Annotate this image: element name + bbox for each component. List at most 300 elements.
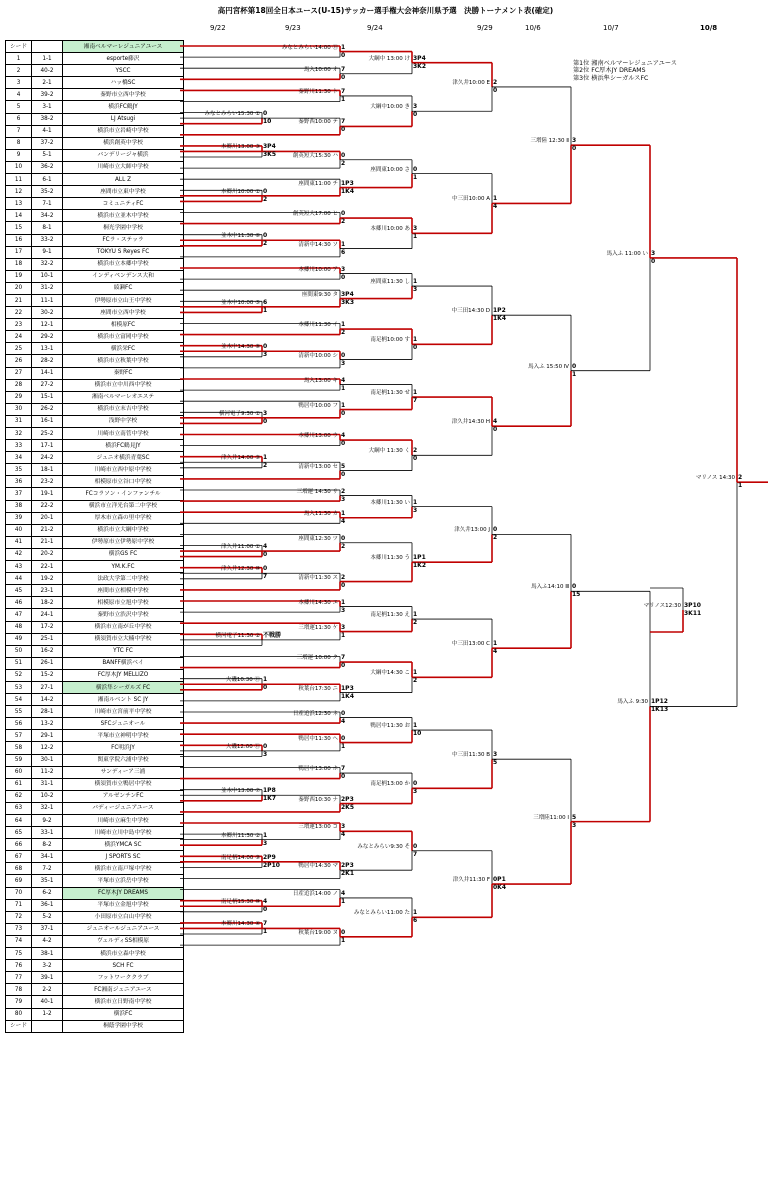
score-bottom: 6 [413,917,418,925]
match-venue: 大綱中10:00 き [370,104,410,111]
match-venue: 秋葉台19:00 ヌ [298,929,338,936]
team-code: 32-1 [32,802,63,814]
match-venue: 本郷川13:00 ウ [298,433,338,440]
score-bottom: 2P10 [263,861,280,869]
match-venue: 三増運 14:30 サ [296,488,338,495]
score-bottom: 1K4 [341,692,354,700]
team-name: サンディーア三浦 [63,766,184,778]
team-seed: 30 [6,403,32,415]
score-bottom: 1 [263,306,268,314]
team-code: 33-2 [32,234,63,246]
score-bottom: 0 [572,145,577,153]
score-bottom: 2K5 [341,803,354,811]
match-venue: 三増陸11:00 Ⅰ [533,814,569,821]
match-venue: 座間東11:00 チ [298,180,338,187]
score-bottom: 3K5 [263,151,276,159]
team-name: 川崎市立麻生中学校 [63,815,184,827]
team-seed: 50 [6,645,32,657]
team-code: 34-1 [32,851,63,863]
team-name: FC厚木JY MELLIZO [63,669,184,681]
score-top: 0 [341,151,346,159]
team-name: 座間市立相模中学校 [63,585,184,597]
match-venue: 並木中13:00 ⑦ [220,788,260,795]
match-venue: マリノス 14:30 [695,475,735,482]
score-top: 0 [263,187,268,195]
score-top: 4 [341,376,346,384]
team-code: 13-2 [32,718,63,730]
score-top: 3P4 [263,143,276,151]
team-code: 34-2 [32,210,63,222]
team-seed: 8 [6,137,32,149]
team-name: 法政大学第二中学校 [63,573,184,585]
score-top: 0 [263,232,268,240]
score-bottom: 15 [572,591,581,599]
team-name: 横浜市立森中学校 [63,948,184,960]
score-bottom: 1K13 [651,706,669,714]
team-code: 39-2 [32,89,63,101]
date-header-6: 10/8 [700,24,718,32]
team-code: 37-2 [32,137,63,149]
team-name: 湘南ベルマーレオエステ [63,391,184,403]
match-venue: 並木中10:00 ⑤ [220,299,260,306]
score-bottom: 4 [493,203,498,211]
match-venue: 座間東10:00 さ [370,166,410,173]
team-seed: 6 [6,113,32,125]
team-name: 秦野FC [63,367,184,379]
team-code: 20-2 [32,548,63,560]
team-name: 横浜市立洋光台第二中学校 [63,500,184,512]
score-bottom: 2 [263,462,268,470]
team-name: 横浜栄FC [63,343,184,355]
score-top: 0 [572,583,577,591]
match-venue: 馬入ふ 15:50 Ⅳ [528,363,569,370]
team-name: 相模原市立旭中学校 [63,597,184,609]
team-code: 21-2 [32,524,63,536]
score-bottom: 1 [341,897,346,905]
score-bottom: 1 [341,384,346,392]
team-name: ヴェルディSS相模原 [63,935,184,947]
match-venue: 馬入10:00 オ [303,66,338,73]
score-top: 1 [413,389,418,397]
team-code: 4-2 [32,935,63,947]
score-bottom: 4 [341,517,346,525]
score-top: 0 [341,534,346,542]
score-top: 1 [413,722,418,730]
score-bottom: 0 [493,426,498,434]
team-seed: 23 [6,319,32,331]
team-seed: 13 [6,198,32,210]
match-venue: 中三田11:30 B [452,752,490,759]
match-venue: 津久井10:00 E [452,79,490,86]
team-name: 湘南ベルマーレジュニアユース [63,41,184,53]
score-top: 2 [341,487,346,495]
team-seed: 53 [6,681,32,693]
score-top: 1 [263,454,268,462]
team-code: 31-1 [32,778,63,790]
match-venue: 南足柄15:30 ⑩ [220,899,260,906]
team-seed: 17 [6,246,32,258]
score-top: 0 [341,351,346,359]
score-top: 1P12 [651,698,668,706]
match-venue: 馬入11:30 カ [303,510,338,517]
team-seed: 19 [6,270,32,282]
score-top: 1P3 [341,684,354,692]
match-venue: 南足柄14:00 ⑨ [220,854,260,861]
team-seed: 28 [6,379,32,391]
score-top: 1 [493,195,498,203]
score-bottom: 1 [413,233,418,241]
score-bottom: 2K1 [341,870,354,878]
score-top: 1 [341,598,346,606]
team-seed: 9 [6,149,32,161]
team-code: 1-2 [32,1008,63,1020]
team-name: 平塚市立浜岳中学校 [63,875,184,887]
score-top: 7 [341,765,346,773]
match-venue: みなとみらい9:30 そ [357,843,410,850]
team-seed: 41 [6,536,32,548]
match-venue: 南足柄11:30 せ [370,390,410,397]
score-bottom: 0 [341,440,346,448]
team-name: 横須賀市立鴨居中学校 [63,778,184,790]
team-code: 7-2 [32,863,63,875]
team-code: 6-2 [32,887,63,899]
team-seed: 57 [6,730,32,742]
score-top: 3P4 [413,54,426,62]
match-venue: 本郷川11:30 う [370,555,410,562]
team-code: 2-1 [32,77,63,89]
team-name: 横浜市立大綱中学校 [63,524,184,536]
match-venue: 津久井11:00 ① [220,544,260,551]
match-venue: 秦野西10:00 テ [298,119,338,126]
rank-3: 第3位 横浜隼シーガルスFC [573,74,649,82]
team-code: 15-2 [32,669,63,681]
score-bottom: 3K3 [341,298,354,306]
team-name: バンデリージャ横浜 [63,149,184,161]
team-seed: 77 [6,972,32,984]
score-bottom: 1 [341,936,346,944]
team-code: 25-1 [32,633,63,645]
score-top: 7 [263,920,268,928]
team-seed: 4 [6,89,32,101]
team-name: 伊勢原市立山王中学校 [63,294,184,306]
team-seed: シード [6,1020,32,1032]
team-name: バディージュニアユース [63,802,184,814]
score-top: 7 [341,65,346,73]
score-top: 5 [572,813,577,821]
team-code: 38-1 [32,948,63,960]
team-code: 14-2 [32,694,63,706]
score-top: 4 [341,889,346,897]
score-top: 2P9 [263,853,276,861]
team-name: 座間市立東中学校 [63,186,184,198]
team-seed: 33 [6,440,32,452]
score-bottom: 4 [341,831,346,839]
team-name: ハッ橋SC [63,77,184,89]
team-code: 16-2 [32,645,63,657]
score-bottom: 2 [413,677,418,685]
team-name: FC明浜JY [63,742,184,754]
match-venue: 大磯12:00 ⑪ [225,743,260,750]
score-bottom: 2 [341,329,346,337]
team-code: 22-2 [32,500,63,512]
date-header-1: 9/23 [285,24,301,32]
match-venue: 三増運11:30 ケ [298,624,338,631]
match-venue: 津久井13:00 J [454,527,490,534]
score-bottom: 0 [341,662,346,670]
score-top: 1P8 [263,787,276,795]
score-bottom: 0 [263,417,268,425]
team-name: FCコラソン・インファンチル [63,488,184,500]
match-venue: 清新中13:00 セ [298,463,338,470]
score-top: 2 [341,573,346,581]
score-bottom: 0 [263,684,268,692]
score-bottom: 0 [413,455,418,463]
score-bottom: 1 [738,482,743,490]
score-bottom: 1 [341,631,346,639]
score-top: 4 [493,418,498,426]
team-name: 平塚市立神明中学校 [63,730,184,742]
score-top: 1 [341,509,346,517]
score-bottom: 2 [341,218,346,226]
team-code: 4-1 [32,125,63,137]
team-seed: 22 [6,307,32,319]
team-seed: 72 [6,911,32,923]
team-seed: 43 [6,561,32,573]
team-code: 2-2 [32,984,63,996]
match-venue: 本郷川13:00 ③ [220,144,260,151]
score-top: 0 [263,565,268,573]
score-bottom: 0 [413,344,418,352]
score-bottom: 1K2 [413,562,426,570]
rank-2: 第2位 FC厚木JY DREAMS [573,67,646,75]
team-seed: 11 [6,174,32,186]
match-venue: 清新中11:30 ス [298,574,338,581]
team-code: 26-1 [32,657,63,669]
team-seed: 58 [6,742,32,754]
match-venue: 南足柄10:00 す [370,337,410,344]
score-bottom: 3 [413,286,418,294]
team-name: 桐光学園中学校 [63,222,184,234]
team-code: 12-2 [32,742,63,754]
score-bottom: 1 [341,95,346,103]
score-top: 1 [263,831,268,839]
team-code: 31-2 [32,282,63,294]
team-name: フットワーククラブ [63,972,184,984]
team-seed: 38 [6,500,32,512]
score-top: 0P1 [493,876,506,884]
team-seed: 47 [6,609,32,621]
match-venue: 南足柄13:00 か [370,781,410,788]
score-top: 1 [341,321,346,329]
match-venue: 馬入ふ 9:30 [617,699,648,706]
team-name: 横浜隼シーガルズ FC [63,681,184,693]
team-seed: 34 [6,452,32,464]
team-seed: 39 [6,512,32,524]
team-name: 浅野中学校 [63,415,184,427]
team-name: 横浜FC鶴JY [63,101,184,113]
match-venue: 本郷川10:00 ① [220,188,260,195]
score-top: 1 [341,43,346,51]
team-name: FC湘南ジュニアユース [63,984,184,996]
team-name: TOKYU S Reyes FC [63,246,184,258]
score-top: 4 [263,543,268,551]
score-bottom: 1 [413,173,418,181]
score-top: 0 [263,742,268,750]
match-venue: 鴨居中13:00 ホ [298,766,338,773]
date-header-2: 9/24 [367,24,383,32]
team-name: YTC FC [63,645,184,657]
team-name: YSCC [63,65,184,77]
match-venue: 鴨居中11:30 ヘ [298,735,338,742]
score-bottom: 3 [263,839,268,847]
score-bottom: 5 [493,759,498,767]
team-code: 29-2 [32,331,63,343]
team-seed: シード [6,41,32,53]
team-code: 40-2 [32,65,63,77]
score-bottom: 7 [413,850,418,858]
team-seed: 35 [6,464,32,476]
team-code: 5-2 [32,911,63,923]
score-bottom: 3 [341,606,346,614]
match-venue: 鴨居中11:30 お [370,723,410,730]
score-bottom: 3K2 [413,62,426,70]
team-seed: 36 [6,476,32,488]
match-venue: 本郷川14:30 ④ [220,921,260,928]
team-seed: 21 [6,294,32,306]
score-bottom: 10 [413,730,422,738]
score-bottom: 3 [341,495,346,503]
team-code: 11-2 [32,766,63,778]
score-top: 1 [413,336,418,344]
team-name: 川崎市立宮前平中学校 [63,706,184,718]
team-code: 40-1 [32,996,63,1008]
team-seed: 15 [6,222,32,234]
team-name: 厚木市立森の里中学校 [63,512,184,524]
match-venue: 日産追浜12:30 ネ [292,710,338,717]
team-name: 横浜市立日野南中学校 [63,996,184,1008]
score-top: 0 [341,734,346,742]
team-code: 23-2 [32,476,63,488]
score-top: 1 [341,401,346,409]
team-code: 27-1 [32,681,63,693]
team-code: 13-1 [32,343,63,355]
team-code: 21-1 [32,536,63,548]
team-seed: 73 [6,923,32,935]
score-top: 0 [341,709,346,717]
score-bottom: 0K4 [493,884,506,892]
team-seed: 60 [6,766,32,778]
team-code: 22-1 [32,561,63,573]
score-top: 7 [341,87,346,95]
team-seed: 20 [6,282,32,294]
team-code: 32-2 [32,258,63,270]
match-venue: みなとみらい15:30 ① [204,111,260,118]
team-code: 9-2 [32,815,63,827]
team-seed: 55 [6,706,32,718]
score-top: 0 [263,343,268,351]
team-name: 川崎市立南菅中学校 [63,428,184,440]
score-bottom: 0 [341,73,346,81]
team-seed: 59 [6,754,32,766]
team-name: 相模原FC [63,319,184,331]
score-bottom: 2 [263,240,268,248]
match-venue: 横河電子9:30 ① [218,410,260,417]
team-seed: 37 [6,488,32,500]
match-venue: 並木中11:30 ⑥ [220,233,260,240]
match-venue: 本郷川11:30 イ [298,322,338,329]
score-top: 1 [413,909,418,917]
team-name: FC厚木JY DREAMS [63,887,184,899]
score-top: 0 [341,210,346,218]
team-seed: 68 [6,863,32,875]
team-name: 横浜FC [63,1008,184,1020]
match-venue: 並木中14:30 ⑧ [220,344,260,351]
score-bottom: 3 [263,750,268,758]
score-bottom: 0 [263,551,268,559]
team-code: 12-1 [32,319,63,331]
date-header-4: 10/6 [525,24,541,32]
score-top: 0 [263,110,268,118]
team-name: アルゼンチンFC [63,790,184,802]
match-venue: 南足柄11:30 え [370,612,410,619]
team-seed: 71 [6,899,32,911]
team-name: コミュニティFC [63,198,184,210]
team-name: ジュニオールジュニアユース [63,923,184,935]
team-name: 川崎市立大師中学校 [63,161,184,173]
match-venue: 中三田13:00 C [452,641,490,648]
team-name: 綾瀬FC [63,282,184,294]
score-bottom: 2 [413,619,418,627]
team-code: 37-1 [32,923,63,935]
team-name: 伊勢原市立伊勢原中学校 [63,536,184,548]
team-name: YM.K.FC [63,561,184,573]
team-code: 23-1 [32,585,63,597]
match-venue: 創英短大17:00 ヒ [292,211,338,218]
team-seed: 75 [6,948,32,960]
team-name: 平塚市立金旭中学校 [63,899,184,911]
score-bottom: 2 [341,542,346,550]
team-code: 9-1 [32,246,63,258]
score-top: 1 [413,278,418,286]
team-seed: 63 [6,802,32,814]
match-venue: 津久井14:30 H [451,419,490,426]
team-name: 横浜YMCA SC [63,839,184,851]
team-code: 15-1 [32,391,63,403]
score-bottom: 0 [413,111,418,119]
team-code: 20-1 [32,512,63,524]
team-seed: 44 [6,573,32,585]
team-name: 横浜市立南が丘中学校 [63,621,184,633]
score-bottom: 2 [263,195,268,203]
match-venue: 清新中14:30 ソ [298,241,338,248]
team-seed: 26 [6,355,32,367]
team-name: SFCジュニオール [63,718,184,730]
team-seed: 1 [6,53,32,65]
score-top: 3P10 [684,602,701,609]
team-code: 10-2 [32,790,63,802]
score-bottom: 3 [572,821,577,829]
score-bottom: 0 [263,906,268,914]
score-top: 0 [493,526,498,534]
team-seed: 48 [6,621,32,633]
score-top: 1 [493,640,498,648]
score-bottom: 0 [341,409,346,417]
team-seed: 16 [6,234,32,246]
team-seed: 32 [6,428,32,440]
team-name: SCH FC [63,960,184,972]
team-seed: 61 [6,778,32,790]
team-seed: 14 [6,210,32,222]
